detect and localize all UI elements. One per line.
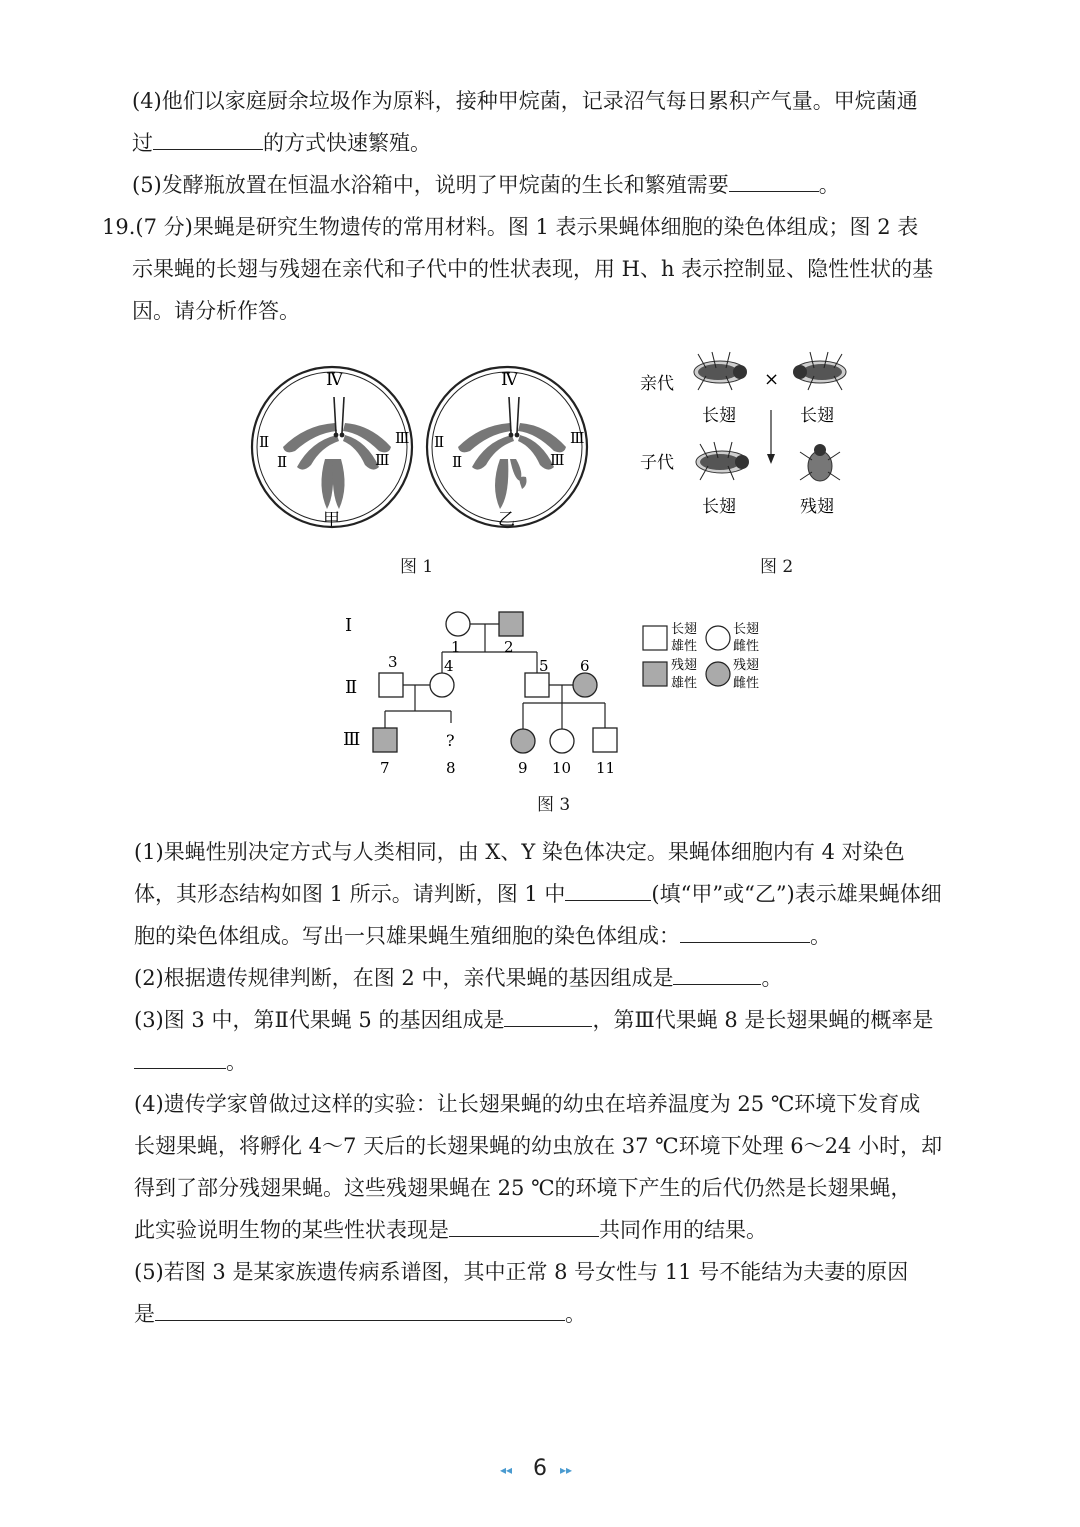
individual-11: [593, 728, 617, 752]
cross-symbol: ×: [764, 369, 780, 390]
q5-text-b: 。: [565, 1302, 586, 1326]
label-2: 2: [504, 638, 514, 656]
figure-3-caption: 图 3: [537, 795, 571, 815]
q3-line2: [134, 1046, 247, 1076]
fly-parent-right: [793, 352, 846, 390]
label-10: 10: [552, 759, 572, 777]
q18-part4-line1: (4)他们以家庭厨余垃圾作为原料，接种甲烷菌，记录沼气每日累积产气量。甲烷菌通: [132, 89, 918, 113]
svg-text:长翅: 长翅: [671, 622, 698, 637]
answer-blank[interactable]: [134, 1050, 226, 1069]
q3-text-b: ，第Ⅲ代果蝇 8 是长翅果蝇的概率是: [592, 1008, 934, 1032]
child-generation-label: 子代: [640, 453, 674, 473]
individual-9: [511, 729, 535, 753]
individual-3: [379, 673, 403, 697]
label-II: Ⅱ: [452, 453, 463, 471]
page-number: 6: [533, 1456, 547, 1481]
q4-line3: 得到了部分残翅果蝇。这些残翅果蝇在 25 ℃的环境下产生的后代仍然是长翅果蝇，: [134, 1176, 912, 1200]
svg-text:雄性: 雄性: [671, 676, 698, 691]
answer-blank[interactable]: [680, 924, 810, 943]
generation-II-label: Ⅱ: [345, 677, 358, 698]
cell-yi: [427, 367, 587, 530]
svg-text:残翅: 残翅: [733, 658, 760, 673]
child-right-trait: 残翅: [800, 497, 834, 517]
individual-4: [430, 673, 454, 697]
label-6: 6: [580, 657, 590, 675]
figure-1-caption: 图 1: [400, 557, 434, 577]
q5-line2: [134, 1298, 586, 1328]
label-11: 11: [596, 759, 616, 777]
svg-text:雄性: 雄性: [671, 639, 698, 654]
cell-label-yi: 乙: [498, 510, 515, 530]
fly-parent-left: [694, 352, 747, 390]
label-9: 9: [518, 759, 528, 777]
q19-intro-line3: 因。请分析作答。: [132, 299, 300, 323]
label-II: Ⅱ: [434, 433, 445, 451]
label-4: 4: [444, 657, 454, 675]
cell-label-jia: 甲: [323, 510, 340, 530]
fly-child-right-short: [800, 444, 840, 481]
q1-text-d: 。: [810, 924, 831, 948]
q1-line1: (1)果蝇性别决定方式与人类相同，由 X、Y 染色体决定。果蝇体细胞内有 4 对染色: [134, 840, 905, 864]
figure-2-cross: [630, 340, 860, 530]
q3-text-c: 。: [226, 1050, 247, 1074]
q4-line4: [134, 1214, 767, 1244]
svg-text:雌性: 雌性: [733, 676, 760, 691]
answer-blank[interactable]: [565, 882, 651, 901]
label-1: 1: [451, 638, 461, 656]
q3-text-a: (3)图 3 中，第Ⅱ代果蝇 5 的基因组成是: [134, 1008, 505, 1032]
q2-text-b: 。: [761, 966, 783, 990]
label-3: 3: [388, 653, 398, 671]
label-III: Ⅲ: [550, 451, 565, 469]
figure-3-pedigree: [335, 605, 775, 780]
child-left-trait: 长翅: [702, 497, 736, 517]
label-8: 8: [446, 759, 456, 777]
label-IV: Ⅳ: [326, 370, 343, 390]
q4-text-a: 此实验说明生物的某些性状表现是: [134, 1218, 449, 1242]
answer-blank[interactable]: [729, 173, 819, 192]
parent-left-trait: 长翅: [702, 406, 736, 426]
svg-text:雌性: 雌性: [733, 639, 760, 654]
prev-page-icon: ◂◂: [500, 1463, 513, 1477]
svg-text:残翅: 残翅: [671, 658, 698, 673]
individual-1: [446, 612, 470, 636]
individual-8-unknown: ?: [446, 731, 455, 750]
parent-generation-label: 亲代: [640, 374, 674, 394]
q18-part5-text-b: 。: [818, 173, 840, 197]
q18-part4-line2: [132, 127, 431, 157]
q18-part4-text-a: 过: [132, 131, 153, 155]
q4-text-b: 共同作用的结果。: [599, 1218, 767, 1242]
q18-part4-text-b: 的方式快速繁殖。: [263, 131, 431, 155]
q4-line2: 长翅果蝇，将孵化 4～7 天后的长翅果蝇的幼虫放在 37 ℃环境下处理 6～24 小时，却: [134, 1134, 943, 1158]
answer-blank[interactable]: [673, 966, 761, 985]
q1-text-c: 胞的染色体组成。写出一只雄果蝇生殖细胞的染色体组成：: [134, 924, 680, 948]
cell-jia: [252, 367, 412, 530]
q2-line: [134, 962, 782, 992]
q5-text-a: 是: [134, 1302, 155, 1326]
label-III: Ⅲ: [375, 451, 390, 469]
individual-2: [499, 612, 523, 636]
fly-child-left: [696, 442, 749, 480]
pedigree-legend: [643, 621, 759, 691]
q5-line1: (5)若图 3 是某家族遗传病系谱图，其中正常 8 号女性与 11 号不能结为夫妻的原因: [134, 1260, 909, 1284]
individual-6: [573, 673, 597, 697]
q1-line2: [134, 878, 942, 908]
q1-line3: [134, 920, 831, 950]
label-7: 7: [380, 759, 390, 777]
label-5: 5: [539, 657, 549, 675]
label-III: Ⅲ: [570, 429, 585, 447]
label-II: Ⅱ: [259, 433, 270, 451]
answer-blank[interactable]: [153, 131, 263, 150]
q1-text-b: (填“甲”或“乙”)表示雄果蝇体细: [651, 882, 942, 906]
next-page-icon: ▸▸: [560, 1463, 573, 1477]
q18-part5-line: [132, 169, 840, 199]
generation-I-label: Ⅰ: [345, 615, 353, 636]
individual-7: [373, 728, 397, 752]
q1-text-a: 体，其形态结构如图 1 所示。请判断，图 1 中: [134, 882, 566, 906]
q3-line1: [134, 1004, 933, 1034]
q4-line1: (4)遗传学家曾做过这样的实验：让长翅果蝇的幼虫在培养温度为 25 ℃环境下发育成: [134, 1092, 921, 1116]
q19-intro-line2: 示果蝇的长翅与残翅在亲代和子代中的性状表现，用 H、h 表示控制显、隐性性状的基: [132, 257, 934, 281]
figure-2-caption: 图 2: [760, 557, 794, 577]
label-III: Ⅲ: [395, 429, 410, 447]
q2-text-a: (2)根据遗传规律判断，在图 2 中，亲代果蝇的基因组成是: [134, 966, 674, 990]
answer-blank[interactable]: [504, 1008, 592, 1027]
label-IV: Ⅳ: [501, 370, 518, 390]
generation-III-label: Ⅲ: [343, 729, 361, 750]
label-II: Ⅱ: [277, 453, 288, 471]
q19-intro-line1: 19.(7 分)果蝇是研究生物遗传的常用材料。图 1 表示果蝇体细胞的染色体组成；图 2 表: [102, 215, 919, 239]
parent-right-trait: 长翅: [800, 406, 834, 426]
svg-text:长翅: 长翅: [733, 622, 760, 637]
individual-5: [525, 673, 549, 697]
answer-blank[interactable]: [449, 1218, 599, 1237]
q18-part5-text-a: (5)发酵瓶放置在恒温水浴箱中，说明了甲烷菌的生长和繁殖需要: [132, 173, 729, 197]
figure-1-chromosomes: [245, 355, 595, 545]
individual-10: [550, 729, 574, 753]
answer-blank[interactable]: [155, 1302, 565, 1321]
